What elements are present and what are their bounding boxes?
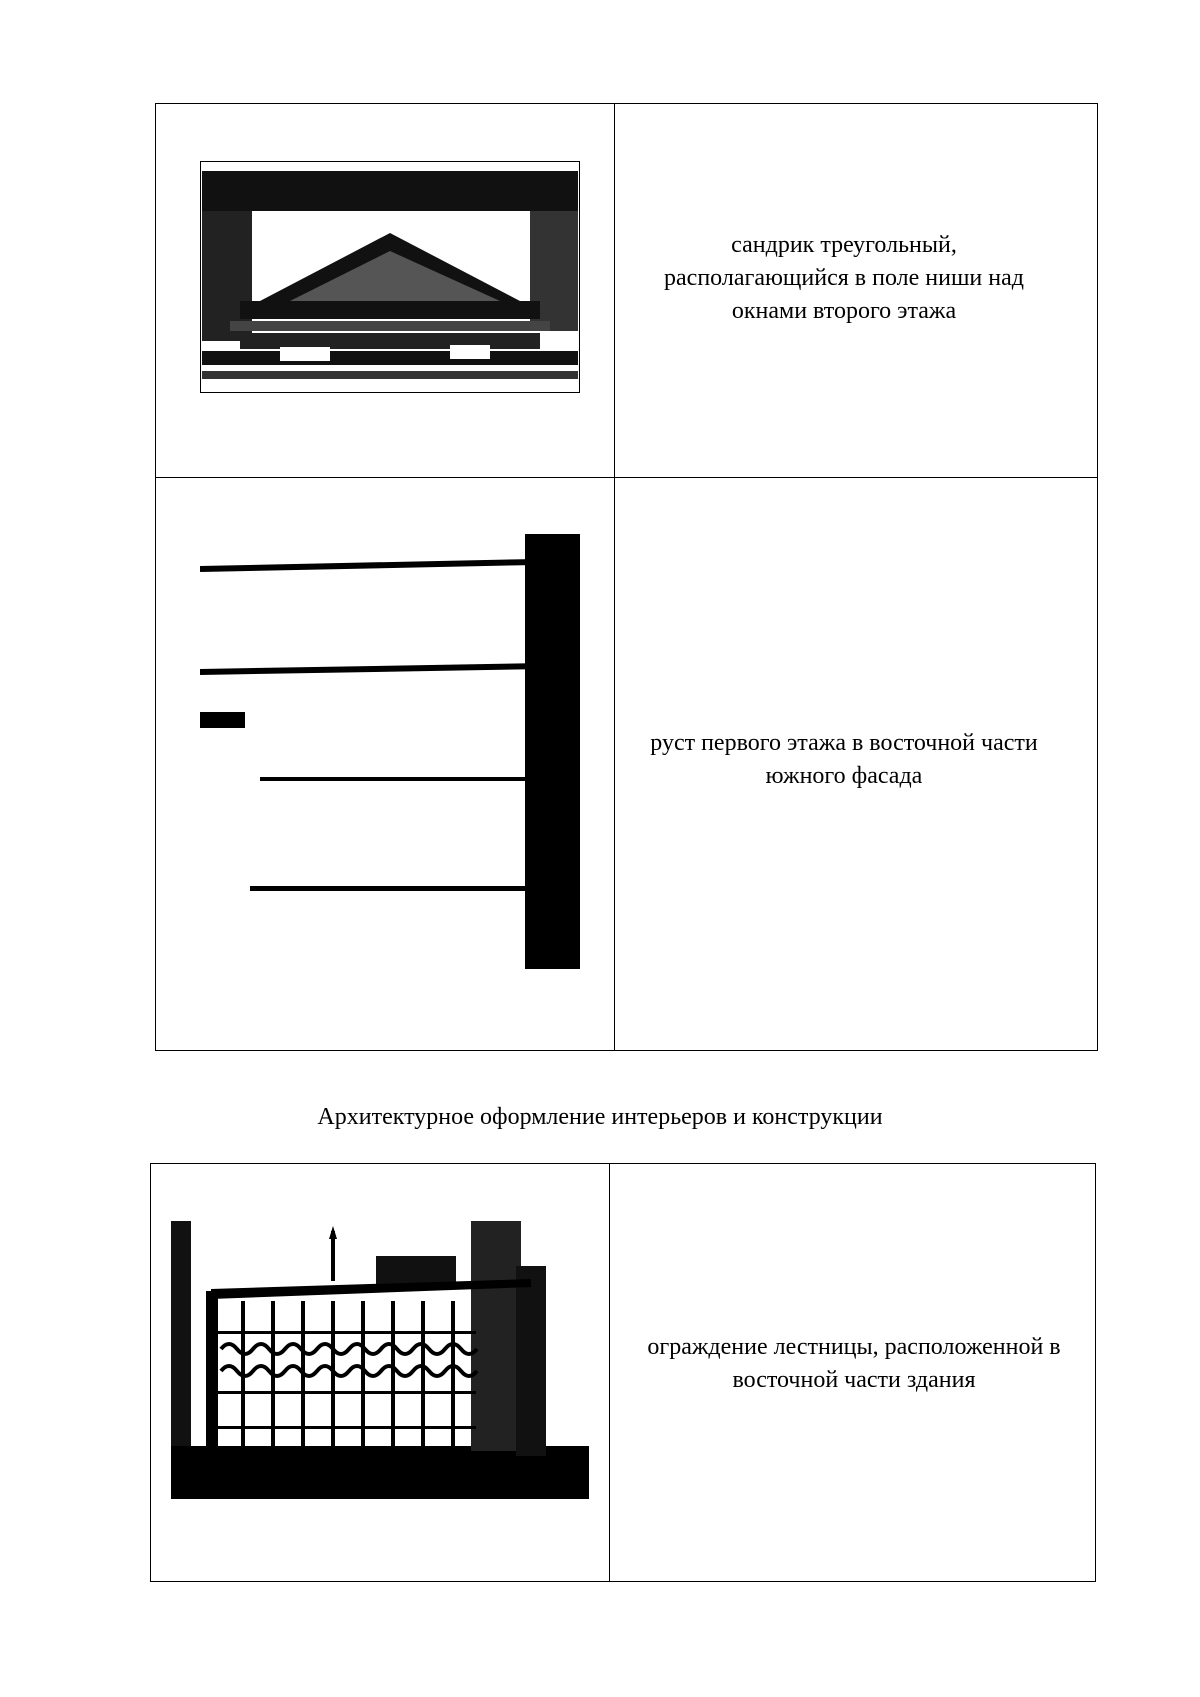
description-rustication: руст первого этажа в восточной части южного фасада [650,730,1038,789]
column-divider [609,1164,610,1581]
section-title: Архитектурное оформление интерьеров и конструкции [317,1104,883,1130]
element-table-interiors [150,1163,1096,1582]
description-staircase-railing: ограждение лестницы, расположенной в восточной части здания [647,1334,1061,1393]
row-divider [156,477,1097,478]
description-pediment: сандрик треугольный, располагающийся в поле ниши над окнами второго этажа [664,232,1024,324]
rustication-photo [200,534,580,969]
pediment-photo [200,161,580,393]
element-table-facade [155,103,1098,1051]
staircase-railing-photo [171,1221,589,1499]
column-divider [614,104,615,1050]
